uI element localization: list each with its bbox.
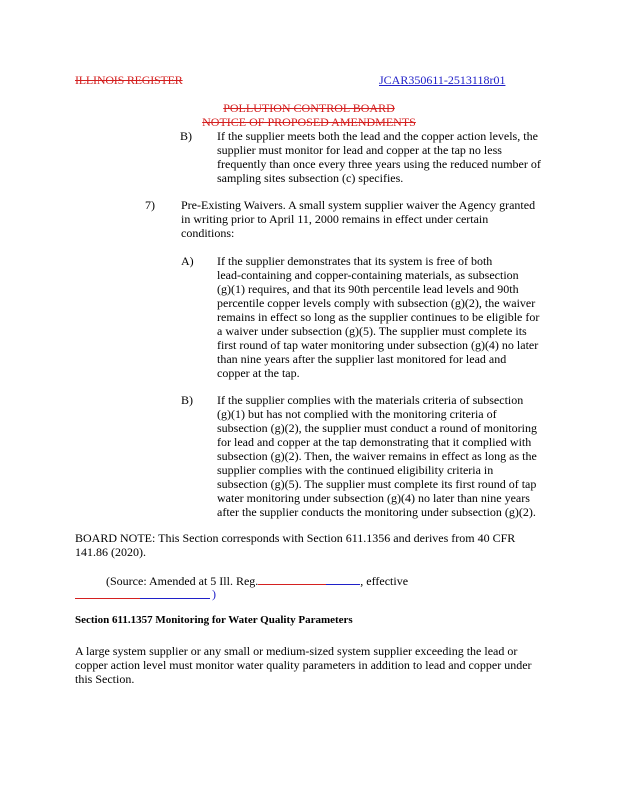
item-7-label: 7) bbox=[145, 198, 155, 212]
register-header: ILLINOIS REGISTER bbox=[75, 73, 183, 87]
text-line: sampling sites subsection (c) specifies. bbox=[217, 171, 404, 185]
text-line: BOARD NOTE: This Section corresponds with Section 611.1356 and derives from 40 CFR bbox=[75, 531, 516, 545]
section-title: Section 611.1357 Monitoring for Water Quality Parameters bbox=[75, 614, 353, 626]
text-line: water monitoring under subsection (g)(4) no later than nine years bbox=[217, 491, 530, 505]
text-line: 141.86 (2020). bbox=[75, 545, 146, 559]
text-line: subsection (g)(2), the supplier must conduct a round of monitoring bbox=[217, 421, 537, 435]
text-line: copper at the tap. bbox=[217, 366, 300, 380]
item-7-text bbox=[181, 198, 535, 240]
section-text bbox=[75, 644, 532, 686]
source-blank-blue bbox=[326, 573, 360, 585]
effective-blank-blue bbox=[140, 598, 210, 599]
item-b2-label: B) bbox=[181, 393, 193, 407]
board-title: POLLUTION CONTROL BOARD bbox=[223, 101, 395, 115]
text-line: subsection (g)(5). The supplier must complete its first round of tap bbox=[217, 477, 537, 491]
item-b-top-text bbox=[217, 129, 541, 185]
text-line: lead-containing and copper-containing materials, as subsection bbox=[217, 268, 519, 282]
source-close: ) bbox=[212, 587, 216, 601]
text-line: a waiver under subsection (g)(5). The supplier must complete its bbox=[217, 324, 527, 338]
text-line: subsection (g)(2). Then, the waiver remains in effect as long as the bbox=[217, 449, 537, 463]
text-line: If the supplier complies with the materials criteria of subsection bbox=[217, 393, 524, 407]
text-line: supplier must monitor for lead and copper at the tap no less bbox=[217, 143, 502, 157]
text-line: this Section. bbox=[75, 672, 135, 686]
jcar-id: JCAR350611-2513118r01 bbox=[379, 73, 506, 87]
text-line: If the supplier meets both the lead and the copper action levels, the bbox=[217, 129, 538, 143]
board-note bbox=[75, 531, 515, 559]
text-line: percentile copper levels comply with subsection (g)(2), the waiver bbox=[217, 296, 536, 310]
text-line: than nine years after the supplier last monitored for lead and bbox=[217, 352, 507, 366]
text-line: after the supplier conducts the monitoring under subsection (g)(2). bbox=[217, 505, 536, 519]
text-line: If the supplier demonstrates that its system is free of both bbox=[217, 254, 493, 268]
source-prefix: (Source: Amended at 5 Ill. Reg. bbox=[106, 574, 259, 588]
source-suffix: , effective bbox=[360, 574, 409, 588]
text-line: remains in effect so long as the supplier continues to be eligible for bbox=[217, 310, 540, 324]
text-line: frequently than once every three years using the reduced number of bbox=[217, 157, 541, 171]
effective-blank-red bbox=[75, 598, 140, 599]
text-line: for lead and copper at the tap demonstrating that it complied with bbox=[217, 435, 532, 449]
text-line: Pre-Existing Waivers. A small system supplier waiver the Agency granted bbox=[181, 198, 536, 212]
text-line: in writing prior to April 11, 2000 remains in effect under certain bbox=[181, 212, 489, 226]
item-b2-text bbox=[217, 393, 537, 519]
text-line: (g)(1) requires, and that its 90th percentile lead levels and 90th bbox=[217, 282, 519, 296]
text-line: A large system supplier or any small or medium-sized system supplier exceeding the lead or bbox=[75, 644, 518, 658]
item-a-text bbox=[217, 254, 539, 380]
source-blank-red bbox=[258, 573, 326, 585]
text-line: first round of tap water monitoring under subsection (g)(4) no later bbox=[217, 338, 539, 352]
text-line: supplier complies with the continued eligibility criteria in bbox=[217, 463, 494, 477]
text-line: (g)(1) but has not complied with the monitoring criteria of bbox=[217, 407, 497, 421]
item-a-label: A) bbox=[181, 254, 194, 268]
source-line bbox=[106, 573, 408, 589]
text-line: conditions: bbox=[181, 226, 235, 240]
notice-title: NOTICE OF PROPOSED AMENDMENTS bbox=[202, 115, 416, 129]
item-b-top-label: B) bbox=[180, 129, 192, 143]
text-line: copper action level must monitor water quality parameters in addition to lead and copper under bbox=[75, 658, 532, 672]
